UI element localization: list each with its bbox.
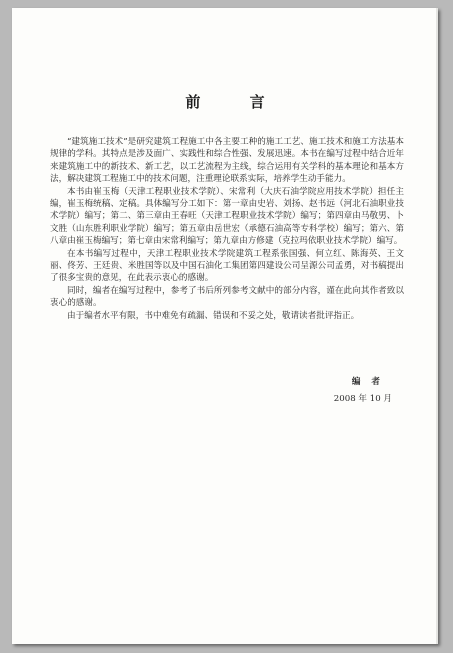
document-page	[12, 8, 438, 644]
paragraph-3: 在本书编写过程中，天津工程职业技术学院建筑工程系张国强、何立红、陈海英、王文丽、佟芳、王廷贵、米胜国等以及中国石油化工集团第四建设公司呈源公司孟勇，对书稿提出了很多宝贵的意见，在此表示衷心的感谢。	[50, 248, 404, 284]
author-signature: 编 者	[351, 377, 384, 387]
page-title: 前 言	[185, 93, 287, 111]
paragraph-5: 由于编者水平有限，书中难免有疏漏、错误和不妥之处，敬请读者批评指正。	[67, 310, 360, 321]
publication-date: 2008 年 10 月	[333, 394, 392, 404]
paragraph-4: 同时，编者在编写过程中，参考了书后所列参考文献中的部分内容，谨在此向其作者致以衷心的感谢。	[50, 285, 404, 309]
paragraph-2: 本书由崔玉梅（天津工程职业技术学院）、宋常利（大庆石油学院应用技术学院）担任主编，崔玉梅统稿、定稿。具体编写分工如下：第一章由史岩、刘扬、赵书远（河北石油职业技术学院）编写；第二、第三章由王春旺（天津工程职业技术学院）编写；第四章由马敬男、卜文胜（山东胜利职业学院）编写；第五章由岳世宏（承德石油高等专科学校）编写；第六、第八章由崔玉梅编写；第七章由宋常利编写；第九章由方修建（克拉玛依职业技术学院）编写。	[50, 186, 404, 247]
paragraph-1: “建筑施工技术”是研究建筑工程施工中各主要工种的施工工艺、施工技术和施工方法基本规律的学科。其特点是涉及面广、实践性和综合性强、发展迅速。本书在编写过程中结合近年来建筑施工中的新技术、新工艺，以工艺流程为主线，综合运用有关学科的基本理论和基本方法，解决建筑工程施工中的技术问题，注重理论联系实际，培养学生动手能力。	[50, 137, 404, 185]
preface-body	[50, 136, 404, 322]
page-edge	[436, 8, 438, 644]
